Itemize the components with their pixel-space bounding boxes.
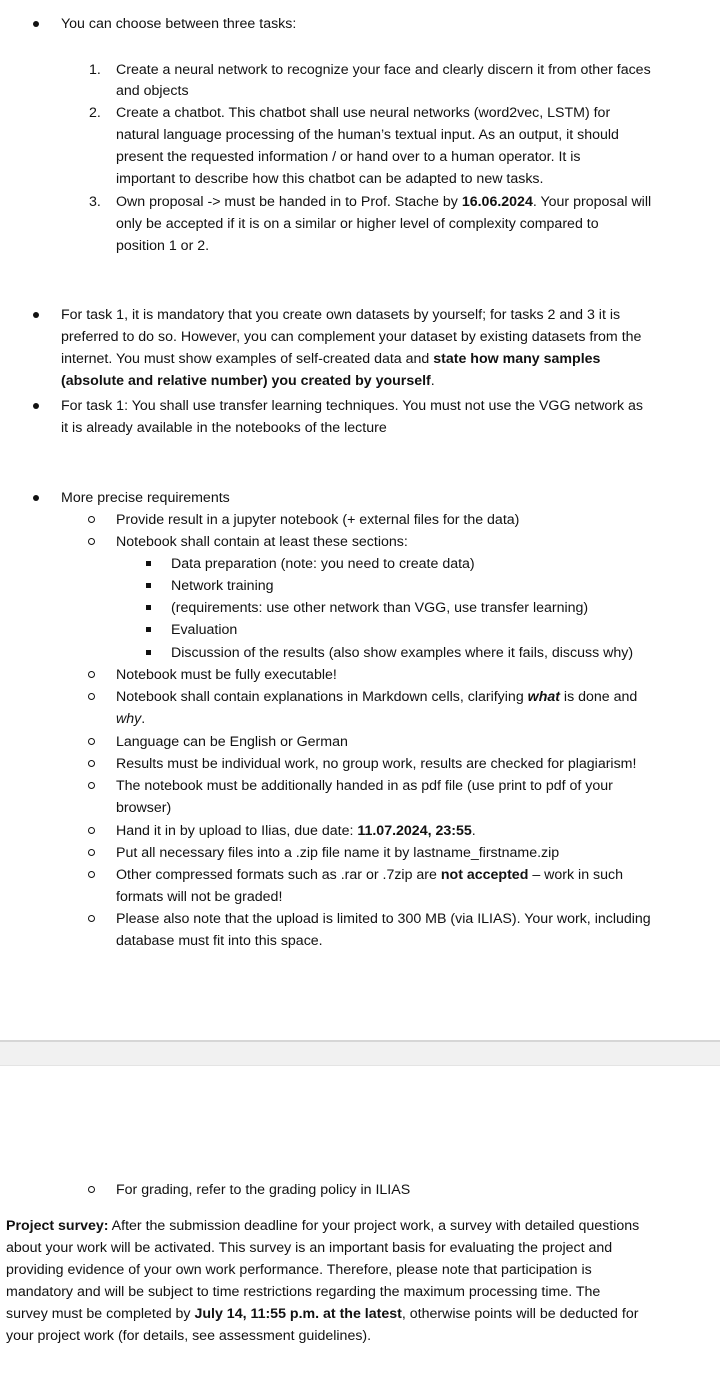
datasets-line-1: For task 1, it is mandatory that you create own datasets by yourself; for tasks 2 and 3 it is [61,307,621,323]
page-separator [0,1040,720,1066]
section-item: Network training [171,578,274,594]
datasets-text: internet. You must show examples of self-created data and [61,351,434,367]
datasets-emphasis: (absolute and relative number) you created by yourself [61,373,431,389]
requirement-item [116,820,476,842]
survey-line-2: about your work will be activated. This survey is an important basis for evaluating the project and [6,1240,613,1256]
grading-note: For grading, refer to the grading policy in ILIAS [116,1182,411,1198]
sub-bullet-ring [88,827,95,834]
section-item: (requirements: use other network than VGG, use transfer learning) [171,600,589,616]
datasets-line-3 [61,348,600,370]
task-2-line-4: important to describe how this chatbot can be adapted to new tasks. [116,171,544,187]
survey-deadline: July 14, 11:55 p.m. at the latest [194,1306,402,1322]
survey-line-1 [6,1215,639,1237]
requirement-emphasis: why [116,711,142,727]
bullet-dot [33,21,39,27]
requirement-item: Notebook must be fully executable! [116,667,337,683]
requirement-item: Results must be individual work, no group work, results are checked for plagiarism! [116,756,637,772]
task-3-line-3: position 1 or 2. [116,238,210,254]
requirement-item: Language can be English or German [116,734,348,750]
datasets-line-4 [61,370,435,392]
requirement-item-cont: formats will not be graded! [116,889,283,905]
section-item: Data preparation (note: you need to create data) [171,556,475,572]
requirement-text: is done and [559,689,638,705]
requirements-heading: More precise requirements [61,490,230,506]
proposal-deadline: 16.06.2024 [461,194,533,210]
sub-bullet-ring [88,782,95,789]
intro-text: You can choose between three tasks: [61,16,297,32]
bullet-dot [33,495,39,501]
requirement-item: Notebook shall contain at least these sections: [116,534,408,550]
section-item: Evaluation [171,622,238,638]
requirement-item: The notebook must be additionally handed in as pdf file (use print to pdf of your [116,778,613,794]
task-3-text: . Your proposal will [532,194,652,210]
requirement-item: Put all necessary files into a .zip file name it by lastname_firstname.zip [116,845,560,861]
section-bullet-square [146,627,151,632]
bullet-dot [33,403,39,409]
task-2-line-2: natural language processing of the human’s textual input. As an output, it should [116,127,619,143]
task-number: 1. [89,62,101,78]
survey-text: After the submission deadline for your project work, a survey with detailed questions [108,1218,640,1234]
requirement-item [116,864,623,886]
sub-bullet-ring [88,849,95,856]
requirement-item: Provide result in a jupyter notebook (+ external files for the data) [116,512,520,528]
survey-line-6: your project work (for details, see assessment guidelines). [6,1328,372,1344]
task-3-text: Own proposal -> must be handed in to Prof. Stache by [116,194,462,210]
requirement-text: . [141,711,146,727]
task-1-line-1: Create a neural network to recognize your face and clearly discern it from other faces [116,62,651,78]
requirement-text: . [471,823,476,839]
survey-line-5 [6,1303,638,1325]
section-bullet-square [146,583,151,588]
section-bullet-square [146,561,151,566]
task-number: 3. [89,194,101,210]
task-number: 2. [89,105,101,121]
document-page-2 [0,1066,720,1385]
sub-bullet-ring [88,671,95,678]
requirement-text: Other compressed formats such as .rar or .7zip are [116,867,441,883]
survey-line-4: mandatory and will be subject to time restrictions regarding the maximum processing time. The [6,1284,601,1300]
section-bullet-square [146,650,151,655]
datasets-text: . [430,373,435,389]
task-3-line-2: only be accepted if it is on a similar or higher level of complexity compared to [116,216,599,232]
survey-text: , otherwise points will be deducted for [401,1306,639,1322]
task-1-line-2: and objects [116,83,189,99]
task-2-line-1: Create a chatbot. This chatbot shall use neural networks (word2vec, LSTM) for [116,105,611,121]
sub-bullet-ring [88,1186,95,1193]
section-bullet-square [146,605,151,610]
survey-label: Project survey: [6,1218,109,1234]
requirement-emphasis: what [527,689,560,705]
datasets-emphasis: state how many samples [433,351,601,367]
requirement-emphasis: not accepted [440,867,529,883]
requirement-item-cont [116,708,145,730]
survey-line-3: providing evidence of your own work performance. Therefore, please note that participation is [6,1262,592,1278]
datasets-line-2: preferred to do so. However, you can complement your dataset by existing datasets from the [61,329,642,345]
requirement-text: Notebook shall contain explanations in Markdown cells, clarifying [116,689,528,705]
sub-bullet-ring [88,871,95,878]
sub-bullet-ring [88,760,95,767]
sub-bullet-ring [88,915,95,922]
requirement-item: Please also note that the upload is limited to 300 MB (via ILIAS). Your work, including [116,911,651,927]
requirement-item-cont: database must fit into this space. [116,933,323,949]
task-2-line-3: present the requested information / or hand over to a human operator. It is [116,149,581,165]
transfer-line-2: it is already available in the notebooks of the lecture [61,420,387,436]
requirement-text: – work in such [528,867,623,883]
sub-bullet-ring [88,693,95,700]
survey-text: survey must be completed by [6,1306,195,1322]
requirement-item [116,686,637,708]
section-item: Discussion of the results (also show examples where it fails, discuss why) [171,645,634,661]
requirement-item-cont: browser) [116,800,172,816]
task-3-line-1 [116,191,651,213]
sub-bullet-ring [88,516,95,523]
due-date: 11.07.2024, 23:55 [357,823,472,839]
sub-bullet-ring [88,738,95,745]
requirement-text: Hand it in by upload to Ilias, due date: [116,823,358,839]
sub-bullet-ring [88,538,95,545]
transfer-line-1: For task 1: You shall use transfer learning techniques. You must not use the VGG network as [61,398,644,414]
bullet-dot [33,312,39,318]
